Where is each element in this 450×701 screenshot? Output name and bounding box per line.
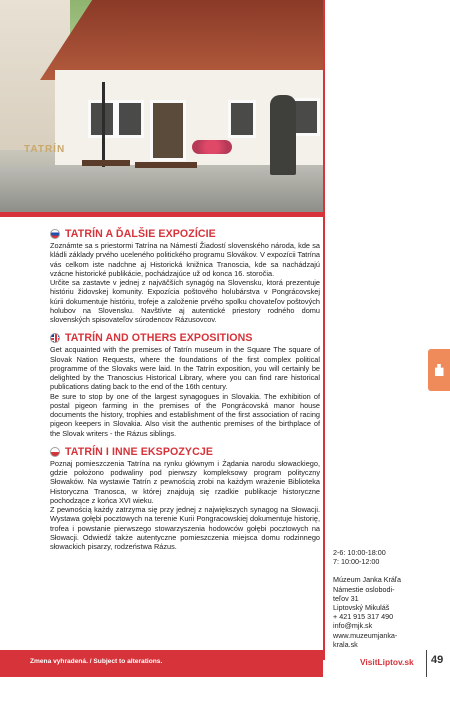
email-link[interactable]: info@mjk.sk — [333, 621, 373, 631]
footer-note: Zmena vyhradená. / Subject to alterations. — [30, 658, 163, 665]
website-link[interactable]: krala.sk — [333, 639, 358, 649]
photo-lamp-post — [102, 82, 105, 167]
paragraph: Určite sa zastavte v jednej z najväčších synagóg na Slovensku, ktorá prezentuje históriu židovskej komunity. Expozícia poštového holubárstva v Pongrácovskej kúrii dokumentuje históriu, trofeje a založenie prvého spolku chovateľov poštových holubov na Slovensku. Navštívte aj autentické priestory rodného domu slovenských spisovateľov súrodencov Rázusovcov. — [50, 278, 320, 324]
museum-icon — [435, 364, 444, 376]
website-link[interactable]: www.muzeumjanka- — [333, 630, 398, 640]
photo-sign: TATRÍN — [24, 144, 66, 155]
paragraph: Poznaj pomieszczenia Tatrína na rynku głównym i Żądania narodu słowackiego, gdzie położono podwaliny pod pierwszy kompleksowy program polityczny Słowaków. Na wystawie Tatrín z pewnością zrobi na każdym wrażenie Biblioteka Historyczna Tranosca, w której znajdują się rzadkie publikacje historyczne pochodzące z końca XVI wieku. — [50, 458, 320, 505]
address-line: Liptovský Mikuláš — [333, 603, 390, 613]
photo-statue — [270, 95, 296, 175]
section-title-text: TATRÍN AND OTHERS EXPOSITIONS — [65, 332, 253, 345]
section-title-text: TATRÍN A ĎALŠIE EXPOZÍCIE — [65, 228, 216, 240]
photo-window — [292, 98, 320, 136]
photo-window — [116, 100, 144, 138]
category-tab[interactable] — [428, 349, 450, 391]
address-line: Múzeum Janka Kráľa — [333, 575, 402, 585]
footer-bar — [0, 650, 323, 677]
photo-bench — [82, 160, 130, 166]
address-line: Námestie oslobodi- — [333, 584, 395, 594]
phone-number: + 421 915 317 490 — [333, 612, 394, 622]
brand-link[interactable]: VisitLiptov.sk — [360, 657, 414, 667]
photo-divider — [0, 212, 323, 217]
photo-roof — [40, 0, 323, 80]
section-title-text: TATRÍN I INNE EKSPOZYCJE — [65, 445, 213, 458]
section-title — [50, 228, 320, 240]
address-line: teľov 31 — [333, 593, 359, 603]
polish-flag-icon — [50, 447, 60, 457]
section-english — [50, 332, 320, 438]
column-divider — [323, 0, 325, 660]
opening-hours: 2-6: 10:00-18:00 — [333, 548, 386, 557]
photo-door — [150, 100, 186, 161]
paragraph: Zoznámte sa s priestormi Tatrína na Námestí Žiadostí slovenského národa, kde sa kládli základy prvého uceleného politického programu Slovákov. V expozícii Tatrína vás celkom iste nadchne aj Historická knižnica Tranoscia, kde sa nachádzajú vzácne historické publikácie, pochádzajúce už od konca 16. storočia. — [50, 241, 320, 278]
photo-bench — [135, 162, 197, 168]
paragraph: Get acquainted with the premises of Tatrín museum in the Square The square of Slovak Nation Requests, where the foundations of the first complex political programme of the Slovaks were laid. In the Tatrín exposition, you will certainly be delighted by the Tranoscius Historical Library, where you can find rare historical publications dating back to the end of the 16th century. — [50, 345, 320, 392]
section-title — [50, 446, 320, 458]
page-number: 49 — [431, 654, 444, 666]
photo-window — [228, 100, 256, 138]
info-box — [333, 548, 433, 649]
section-polish — [50, 446, 320, 552]
photo-flowers — [192, 140, 232, 154]
footer — [0, 650, 450, 677]
main-content — [50, 228, 320, 559]
paragraph: Z pewnością każdy zatrzyma się przy jednej z największych synagog na Słowacji. Wystawa gołębi pocztowych na terenie Kurii Pongracowskiej dokumentuje historię, trofea i powstanie pierwszego stowarzyszenia hodowców gołębi pocztowych na Słowacji. Odwiedź także autentyczne pomieszczenia miejsca domu rodzinnego słowackich pisarzy, rodzeństwa Rázus. — [50, 505, 320, 551]
paragraph: Be sure to stop by one of the largest synagogues in Slovakia. The exhibition of postal pigeon farming in the premises of the Pongrácovská manor house documents the history, trophies and establishment of the first association of racing pigeon keepers in Slovakia. Also visit the authentic premises of the birthplace of the Slovak writers - the Rázus siblings. — [50, 391, 320, 438]
slovak-flag-icon — [50, 229, 60, 239]
section-title — [50, 332, 320, 344]
hero-photo — [0, 0, 323, 213]
page-number-divider — [426, 650, 427, 677]
section-slovak — [50, 228, 320, 324]
uk-flag-icon — [50, 333, 60, 343]
opening-hours: 7: 10:00-12:00 — [333, 557, 380, 567]
